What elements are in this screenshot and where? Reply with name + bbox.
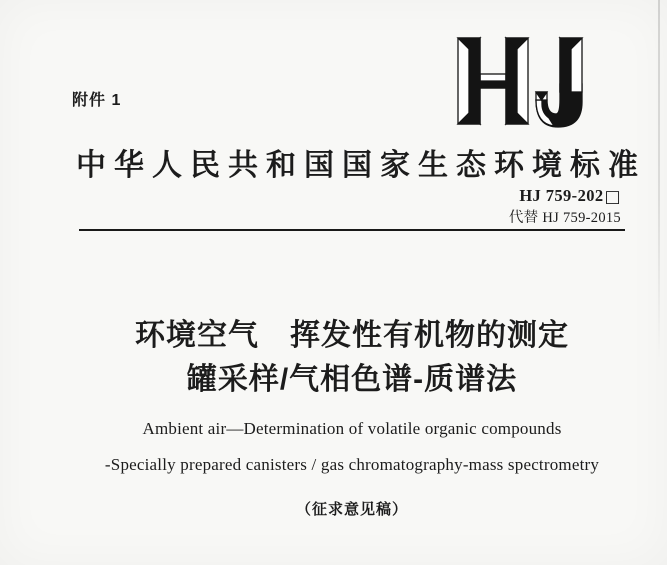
standard-number	[509, 186, 621, 207]
year-placeholder-box: □	[604, 187, 621, 207]
hj-logo-icon	[454, 34, 594, 130]
title-english-line2: -Specially prepared canisters / gas chromatography-mass spectrometry	[104, 455, 600, 474]
draft-note: （征求意见稿）	[295, 501, 408, 518]
title-english-line1: Ambient air—Determination of volatile organic compounds	[142, 419, 562, 438]
scan-edge-line	[658, 0, 660, 360]
attachment-label: 附件 1	[72, 92, 122, 109]
title-chinese-line1: 环境空气 挥发性有机物的测定	[135, 319, 569, 352]
standard-number-text: HJ 759-202	[519, 186, 604, 205]
title-chinese-line2: 罐采样/气相色谱-质谱法	[186, 363, 518, 396]
standard-name-heading: 中华人民共和国国家生态环境标准	[76, 149, 646, 182]
standard-number-block	[509, 186, 621, 227]
hj-logo	[454, 34, 594, 130]
header-divider-rule	[79, 229, 625, 231]
replaces-label: 代替 HJ 759-2015	[508, 209, 621, 226]
title-chinese	[79, 314, 625, 402]
